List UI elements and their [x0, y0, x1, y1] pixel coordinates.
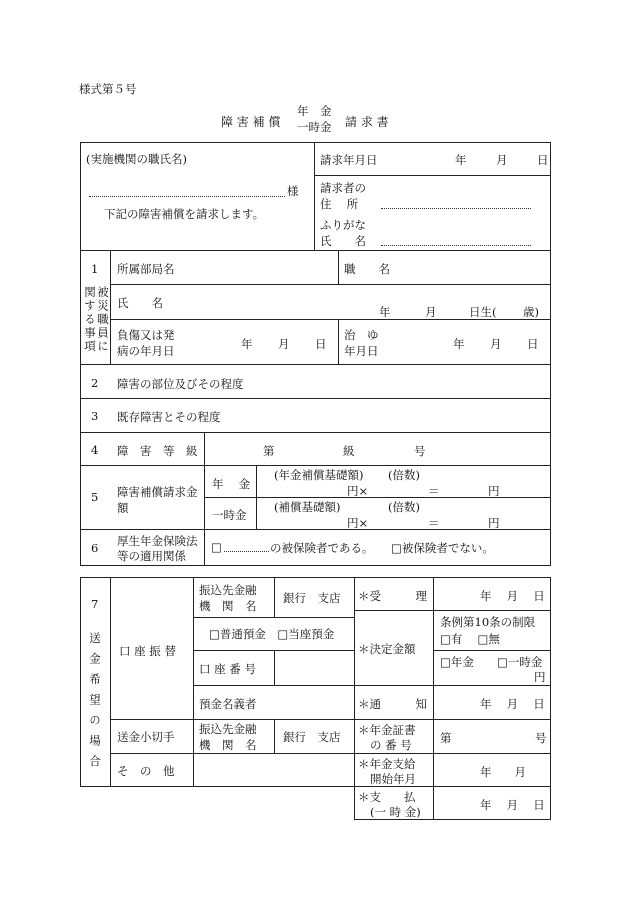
- item6-number: 6: [91, 541, 99, 555]
- bank-name-label-2: 機 関 名: [199, 599, 257, 613]
- annuity-label: 年 金: [212, 477, 251, 491]
- account-holder-label: 預金名義者: [199, 697, 257, 711]
- bank-branch: 銀行 支店: [283, 591, 341, 605]
- payout-label-2: (一 時 金): [370, 805, 421, 819]
- lump-sum-label: 一時金: [212, 508, 247, 522]
- decision-annuity-checkbox[interactable]: □年金: [440, 655, 474, 669]
- payment-start-label-2: 開始年月: [370, 772, 416, 786]
- grade-suffix: 号: [414, 444, 426, 458]
- healed-date-label-1: 治 ゆ: [344, 328, 379, 342]
- item3-number: 3: [91, 409, 99, 423]
- victim-name-label: 氏 名: [117, 296, 163, 310]
- payout-date: 年 月 日: [480, 798, 545, 812]
- decision-amount-label: ＊決定金額: [358, 642, 416, 656]
- item7-vertical-label: 送金希望の場合: [88, 632, 102, 776]
- grade-prefix: 第: [263, 444, 275, 458]
- item2-number: 2: [91, 376, 99, 390]
- injury-day: 日: [315, 337, 327, 351]
- item5-label-2: 額: [117, 501, 129, 515]
- injury-month: 月: [278, 337, 290, 351]
- form-title-right: 請 求 書: [345, 115, 389, 129]
- lump-equals: ＝: [428, 516, 440, 530]
- request-date-month: 月: [496, 153, 508, 167]
- request-date-label: 請求年月日: [320, 153, 378, 167]
- lump-yen-times: 円×: [347, 516, 369, 530]
- certificate-suffix: 号: [535, 731, 547, 745]
- healed-date-label-2: 年月日: [344, 344, 379, 358]
- money-order-label: 送金小切手: [117, 730, 175, 744]
- account-transfer-label: 口 座 振 替: [119, 644, 176, 658]
- item1-vertical-label: 被災職員に関する事項: [83, 286, 110, 354]
- account-number-label: 口 座 番 号: [199, 662, 256, 676]
- item4-number: 4: [91, 443, 99, 457]
- item7-number: 7: [91, 597, 99, 611]
- birth-day: 日生(: [469, 305, 497, 319]
- item5-label-1: 障害補償請求金: [117, 485, 198, 499]
- item1-number: 1: [91, 262, 99, 276]
- claimant-name-field[interactable]: [381, 245, 531, 246]
- insured-option-text: の被保険者である。: [270, 541, 374, 555]
- payment-start-value: 年 月: [480, 765, 526, 779]
- certificate-number-label-1: ＊年金証書: [358, 723, 416, 737]
- injury-year: 年: [241, 337, 253, 351]
- deposit-type-options[interactable]: □普通預金 □当座預金: [209, 627, 335, 641]
- grade-mid: 級: [343, 444, 355, 458]
- lump-yen: 円: [488, 516, 500, 530]
- certificate-prefix: 第: [440, 731, 452, 745]
- decision-yen: 円: [534, 670, 546, 684]
- request-date-year: 年: [455, 153, 467, 167]
- decision-lump-checkbox[interactable]: □一時金: [497, 655, 543, 669]
- healed-day: 日: [527, 337, 539, 351]
- notice-date: 年 月 日: [480, 697, 545, 711]
- insured-checkbox[interactable]: □: [211, 540, 222, 554]
- address-field[interactable]: [381, 208, 531, 209]
- item5-number: 5: [91, 490, 99, 504]
- not-insured-checkbox[interactable]: □被保険者でない。: [391, 541, 494, 555]
- claimant-label: 請求者の: [320, 181, 366, 195]
- insurance-law-field[interactable]: [224, 551, 269, 552]
- money-order-bank-label-2: 機 関 名: [199, 738, 257, 752]
- request-date-day: 日: [537, 153, 549, 167]
- lump-base-label: (補償基礎額): [274, 500, 341, 514]
- healed-year: 年: [453, 337, 465, 351]
- lump-multiplier-label: (倍数): [388, 500, 420, 514]
- healed-month: 月: [490, 337, 502, 351]
- certificate-number-label-2: の 番 号: [370, 738, 412, 752]
- organization-name-field[interactable]: [89, 196, 285, 197]
- form-title-annuity: 年 金: [297, 104, 332, 118]
- article10-label: 条例第10条の制限: [440, 615, 536, 629]
- form-title-lump-sum: 一時金: [297, 120, 332, 134]
- annuity-multiplier-label: (倍数): [388, 468, 420, 482]
- injury-date-label-1: 負傷又は発: [117, 328, 175, 342]
- item3-label: 既存障害とその程度: [117, 410, 221, 424]
- form-number: 様式第５号: [79, 82, 137, 96]
- organization-name-label: (実施機関の職氏名): [86, 152, 187, 166]
- annuity-base-label: (年金補償基礎額): [274, 468, 364, 482]
- other-label: そ の 他: [117, 764, 175, 778]
- birth-year: 年: [379, 305, 391, 319]
- item6-label-1: 厚生年金保険法: [117, 534, 198, 548]
- age-suffix: 歳): [523, 305, 539, 319]
- birth-month: 月: [425, 305, 437, 319]
- item2-label: 障害の部位及びその程度: [117, 377, 244, 391]
- receipt-label: ＊受 理: [358, 589, 427, 603]
- form-title-left: 障 害 補 償: [221, 115, 281, 129]
- bank-name-label-1: 振込先金融: [199, 583, 257, 597]
- payment-start-label-1: ＊年金支給: [358, 757, 416, 771]
- annuity-equals: ＝: [428, 484, 440, 498]
- job-title-label: 職 名: [344, 262, 390, 276]
- receipt-date: 年 月 日: [480, 589, 545, 603]
- money-order-bank-branch: 銀行 支店: [283, 730, 341, 744]
- item4-label: 障 害 等 級: [117, 444, 198, 458]
- annuity-yen-times: 円×: [347, 484, 369, 498]
- injury-date-label-2: 病の年月日: [117, 344, 175, 358]
- annuity-yen: 円: [488, 484, 500, 498]
- claimant-name-label: 氏 名: [320, 234, 366, 248]
- request-statement: 下記の障害補償を請求します。: [104, 207, 265, 221]
- furigana-label: ふりがな: [320, 218, 366, 232]
- article10-options[interactable]: □有 □無: [440, 632, 500, 646]
- notice-label: ＊通 知: [358, 697, 427, 711]
- address-label: 住 所: [320, 197, 359, 211]
- item6-label-2: 等の適用関係: [117, 549, 186, 563]
- payout-label-1: ＊支 払: [358, 790, 416, 804]
- money-order-bank-label-1: 振込先金融: [199, 722, 257, 736]
- honorific: 様: [287, 184, 299, 198]
- department-label: 所属部局名: [117, 262, 175, 276]
